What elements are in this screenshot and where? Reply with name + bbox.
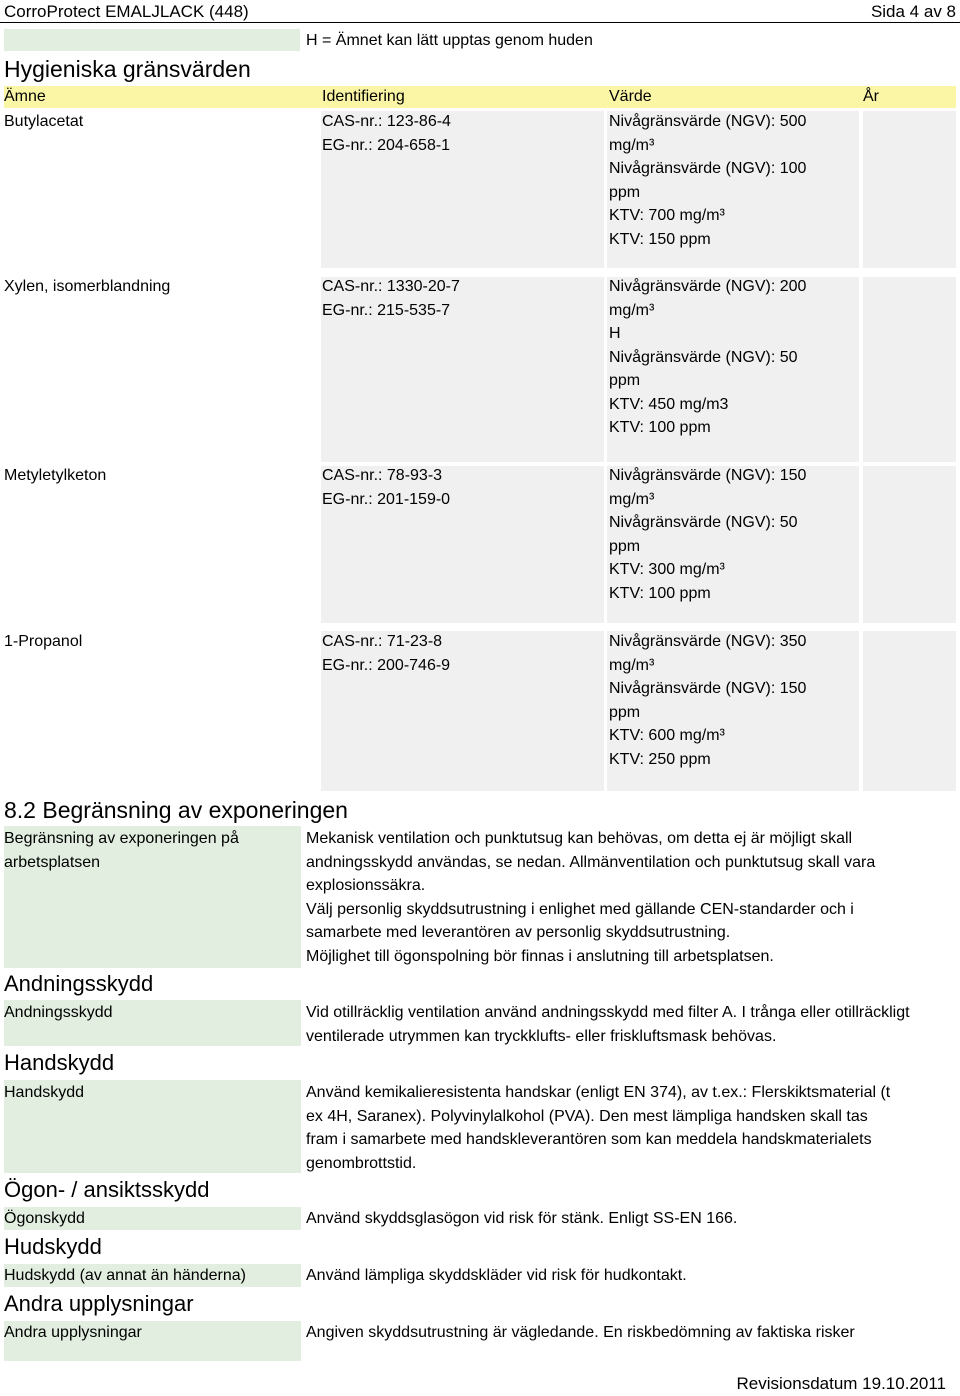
page-number: Sida 4 av 8 bbox=[870, 2, 956, 21]
row-value: Nivågränsvärde (NGV): 350 mg/m³ Nivågränsvärde (NGV): 150 ppm KTV: 600 mg/m³ KTV: 250 ppm bbox=[609, 633, 807, 768]
row-substance: 1-Propanol bbox=[4, 633, 83, 650]
col-identification: Identifiering bbox=[322, 88, 405, 105]
row-identification: CAS-nr.: 1330-20-7 EG-nr.: 215-535-7 bbox=[322, 278, 460, 319]
skin-heading: Hudskydd bbox=[4, 1234, 102, 1259]
skin-note-row bbox=[4, 29, 956, 51]
other-heading: Andra upplysningar bbox=[4, 1291, 194, 1316]
row-identification: CAS-nr.: 78-93-3 EG-nr.: 201-159-0 bbox=[322, 467, 451, 508]
respiratory-heading: Andningsskydd bbox=[4, 971, 154, 996]
exposure-section-title: 8.2 Begränsning av exponeringen bbox=[4, 797, 348, 823]
row-identification: CAS-nr.: 123-86-4 EG-nr.: 204-658-1 bbox=[322, 113, 451, 154]
respiratory-text: Vid otillräcklig ventilation använd andningsskydd med filter A. I trånga eller otillräckligt ventilerade utrymmen kan tryckklufts- eller friskluftsmask behövas. bbox=[306, 1004, 910, 1045]
row-identification: CAS-nr.: 71-23-8 EG-nr.: 200-746-9 bbox=[322, 633, 451, 674]
eye-heading: Ögon- / ansiktsskydd bbox=[4, 1177, 210, 1202]
header-divider bbox=[0, 22, 960, 23]
cell-bg bbox=[863, 277, 956, 462]
hand-heading: Handskydd bbox=[4, 1050, 115, 1075]
eye-text: Använd skyddsglasögon vid risk för stänk. Enligt SS-EN 166. bbox=[306, 1210, 738, 1227]
skin-note: H = Ämnet kan lätt upptas genom huden bbox=[306, 32, 593, 49]
revision-date: Revisionsdatum 19.10.2011 bbox=[736, 1374, 946, 1393]
cell-bg bbox=[863, 111, 956, 268]
row-substance: Butylacetat bbox=[4, 113, 84, 130]
workplace-label: Begränsning av exponeringen på arbetsplatsen bbox=[4, 830, 239, 871]
page-header bbox=[0, 0, 960, 24]
hand-text: Använd kemikalieresistenta handskar (enligt EN 374), av t.ex.: Flerskiktsmaterial (t ex 4H, Saranex). Polyvinylalkohol (PVA). Den mest lämpliga handsken skall tas fram i samarbete med handskleverantören som kan meddela handskmaterialets genombrottstid. bbox=[306, 1084, 891, 1172]
col-value: Värde bbox=[609, 88, 652, 105]
skin-label: Hudskydd (av annat än händerna) bbox=[4, 1267, 246, 1284]
col-year: År bbox=[863, 88, 879, 105]
row-value: Nivågränsvärde (NGV): 200 mg/m³ H Nivågränsvärde (NGV): 50 ppm KTV: 450 mg/m3 KTV: 100 ppm bbox=[609, 278, 807, 436]
workplace-text: Mekanisk ventilation och punktutsug kan behövas, om detta ej är möjligt skall andningsskydd användas, se nedan. Allmänventilation och punktutsug skall vara explosionssäkra. Välj personlig skyddsutrustning i enlighet med gällande CEN-standarder och i samarbete med leverantören av personlig skyddsutrustning. Möjlighet till ögonspolning bör finnas i anslutning till arbetsplatsen. bbox=[306, 830, 876, 965]
skin-text: Använd lämpliga skyddskläder vid risk för hudkontakt. bbox=[306, 1267, 687, 1284]
row-value: Nivågränsvärde (NGV): 150 mg/m³ Nivågränsvärde (NGV): 50 ppm KTV: 300 mg/m³ KTV: 100 ppm bbox=[609, 467, 807, 602]
other-label: Andra upplysningar bbox=[4, 1324, 142, 1341]
note-label-cell bbox=[4, 29, 300, 51]
document-title: CorroProtect EMALJLACK (448) bbox=[4, 2, 249, 21]
cell-bg bbox=[863, 466, 956, 623]
row-substance: Metyletylketon bbox=[4, 467, 107, 484]
row-substance: Xylen, isomerblandning bbox=[4, 278, 171, 295]
hygiene-section-title: Hygieniska gränsvärden bbox=[4, 56, 251, 82]
row-value: Nivågränsvärde (NGV): 500 mg/m³ Nivågränsvärde (NGV): 100 ppm KTV: 700 mg/m³ KTV: 150 ppm bbox=[609, 113, 807, 248]
eye-label: Ögonskydd bbox=[4, 1210, 85, 1227]
other-text: Angiven skyddsutrustning är vägledande. En riskbedömning av faktiska risker bbox=[306, 1324, 855, 1341]
hygiene-table-header bbox=[4, 86, 956, 108]
hand-label: Handskydd bbox=[4, 1084, 85, 1101]
col-substance: Ämne bbox=[4, 88, 46, 105]
respiratory-label: Andningsskydd bbox=[4, 1004, 113, 1021]
cell-bg bbox=[863, 631, 956, 791]
